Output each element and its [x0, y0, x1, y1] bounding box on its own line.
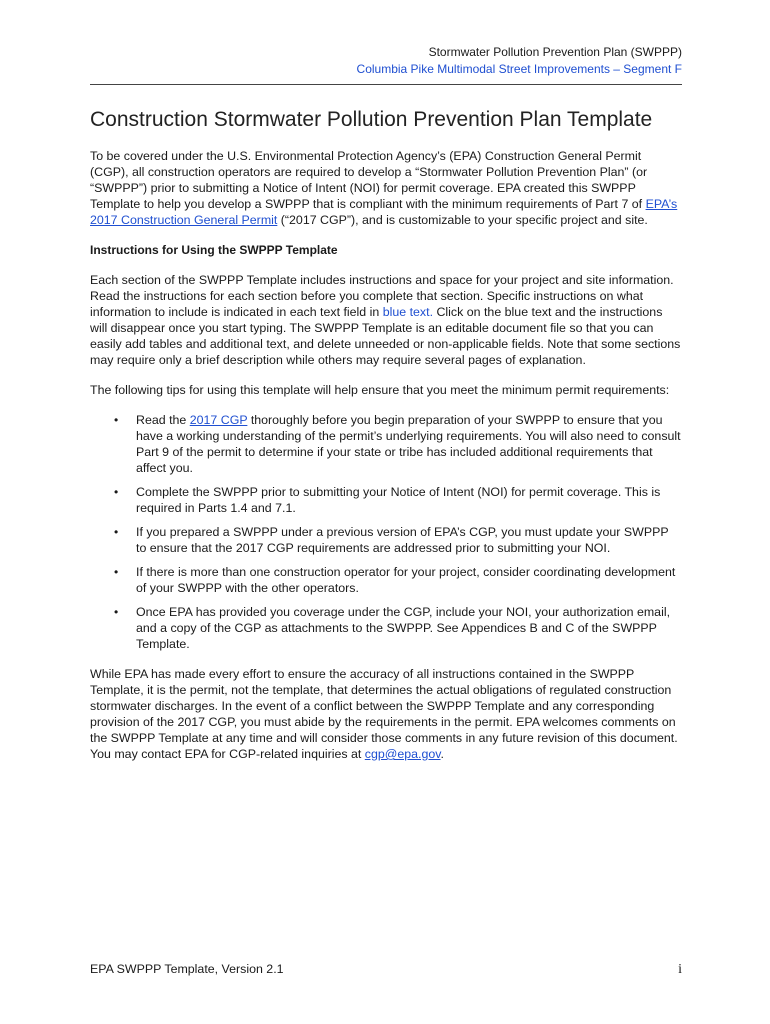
page-title: Construction Stormwater Pollution Prevention Plan Template [90, 108, 653, 131]
closing-paragraph: While EPA has made every effort to ensure the accuracy of all instructions contained in the SWPPP Template, it is the permit, not the template, that determines the actual obligations of regulated construction stormwater discharges. In the event of a conflict between the SWPPP Template and any corresponding provision of the 2017 CGP, you must abide by the requirements in the permit. EPA welcomes comments on the SWPPP Template at any time and will consider those comments in any future revision of this document. You may contact EPA for CGP-related inquiries at cgp@epa.gov. [90, 667, 678, 761]
list-item: • If there is more than one construction operator for your project, consider coordinating development of your SWPPP with the other operators. [114, 565, 676, 595]
header-divider [90, 84, 682, 85]
tips-list [90, 412, 682, 652]
bullet-icon: • [114, 485, 119, 499]
cgp-permit-link[interactable]: EPA’s 2017 Construction General Permit [90, 197, 678, 227]
bullet-icon: • [114, 565, 119, 579]
instructions-paragraph: Each section of the SWPPP Template includes instructions and space for your project and site information. Read the instructions for each section before you complete that section. Specific instructions on what information to include is indicated in each text field in blue text. Click on the blue text and the instructions will disappear once you start typing. The SWPPP Template is an editable document file so that you can easily add tables and additional text, and delete unneeded or non-applicable fields. Note that some sections may require only a brief description while others may require several pages of explanation. [90, 273, 681, 367]
instructions-heading: Instructions for Using the SWPPP Template [90, 243, 338, 257]
footer-version: EPA SWPPP Template, Version 2.1 [90, 962, 284, 976]
blue-text-sample: blue text. [382, 305, 434, 319]
header-project-name: Columbia Pike Multimodal Street Improvements – Segment F [356, 62, 682, 76]
page-number: i [678, 962, 682, 977]
intro-paragraph: To be covered under the U.S. Environmental Protection Agency’s (EPA) Construction General Permit (CGP), all construction operators are required to develop a “Stormwater Pollution Prevention Plan” (or “SWPPP”) prior to submitting a Notice of Intent (NOI) for permit coverage. EPA created this SWPPP Template to help you develop a SWPPP that is compliant with the minimum requirements of Part 7 of EPA’s 2017 Construction General Permit (“2017 CGP”), and is customizable to your specific project and site. [90, 149, 678, 227]
bullet-icon: • [114, 525, 119, 539]
list-item: • Read the 2017 CGP thoroughly before you begin preparation of your SWPPP to ensure that you have a working understanding of the permit’s underlying requirements. You will also need to consult Part 9 of the permit to determine if your state or tribe has included additional requirements that affect you. [114, 413, 681, 475]
header-document-title: Stormwater Pollution Prevention Plan (SWPPP) [428, 45, 682, 59]
list-item: • Complete the SWPPP prior to submitting your Notice of Intent (NOI) for permit coverage. This is required in Parts 1.4 and 7.1. [114, 485, 661, 515]
bullet-icon: • [114, 605, 119, 619]
cgp-2017-link[interactable]: 2017 CGP [189, 413, 248, 427]
page-header [357, 44, 682, 78]
email-link[interactable]: cgp@epa.gov [364, 747, 441, 761]
document-body [90, 148, 682, 776]
tips-intro: The following tips for using this template will help ensure that you meet the minimum permit requirements: [90, 383, 670, 397]
list-item: • Once EPA has provided you coverage under the CGP, include your NOI, your authorization email, and a copy of the CGP as attachments to the SWPPP. See Appendices B and C of the SWPPP Template. [114, 605, 671, 651]
list-item: • If you prepared a SWPPP under a previous version of EPA’s CGP, you must update your SWPPP to ensure that the 2017 CGP requirements are addressed prior to submitting your NOI. [114, 525, 669, 555]
bullet-icon: • [114, 413, 119, 427]
